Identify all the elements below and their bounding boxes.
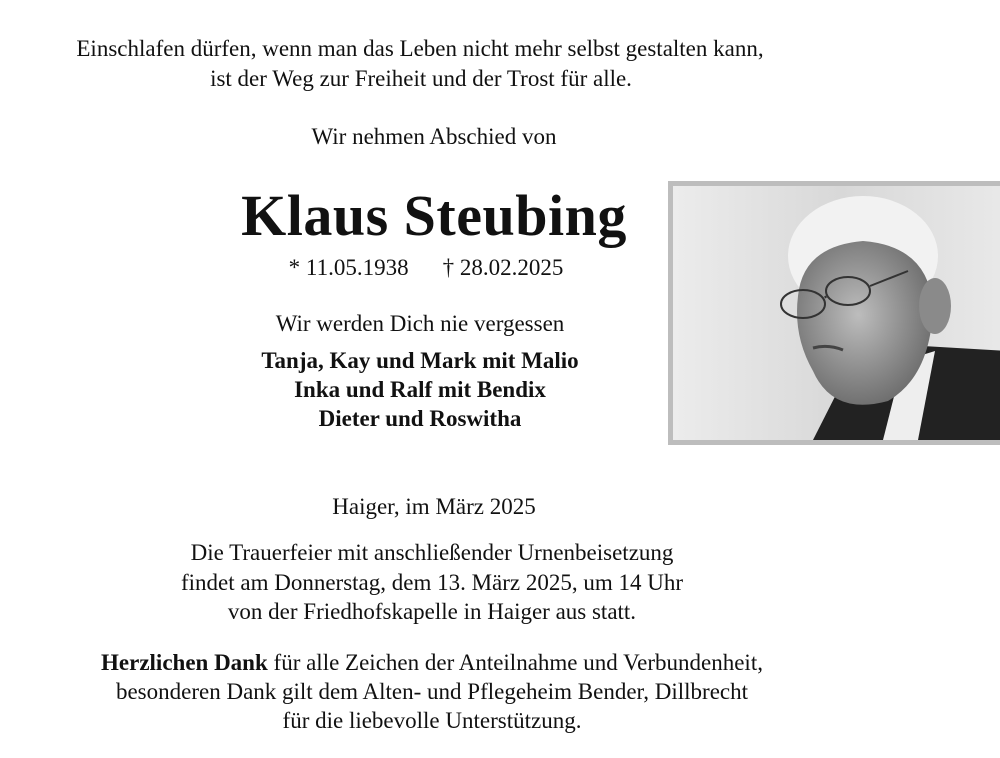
thanks-rest: für alle Zeichen der Anteilnahme und Verbundenheit, [267, 650, 763, 675]
place-date: Haiger, im März 2025 [332, 494, 536, 519]
thanks-line-2: besonderen Dank gilt dem Alten- und Pflegeheim Bender, Dillbrecht [115, 679, 749, 704]
thanks-line-3: für die liebevolle Unterstützung. [282, 708, 582, 733]
mourner-line: Tanja, Kay und Mark mit Malio [261, 348, 579, 373]
quote-line-1: Einschlafen dürfen, wenn man das Leben nicht mehr selbst gestalten kann, [76, 36, 764, 61]
ceremony-line: findet am Donnerstag, dem 13. März 2025, um 14 Uhr [180, 570, 684, 595]
quote-line-2: ist der Weg zur Freiheit und der Trost für alle. [210, 66, 632, 91]
birth-date: * 11.05.1938 [288, 255, 409, 280]
intro-text: Wir nehmen Abschied von [311, 124, 557, 149]
mourner-line: Inka und Ralf mit Bendix [294, 377, 546, 402]
death-date: † 28.02.2025 [442, 255, 564, 280]
thanks-bold: Herzlichen Dank [101, 650, 268, 675]
portrait-photo [668, 181, 1000, 445]
thanks-line-1 [32, 648, 832, 677]
deceased-name: Klaus Steubing [241, 183, 627, 248]
mourner-line: Dieter und Roswitha [318, 406, 522, 431]
ceremony-line: von der Friedhofskapelle in Haiger aus statt. [227, 599, 637, 624]
ceremony-line: Die Trauerfeier mit anschließender Urnenbeisetzung [190, 540, 674, 565]
remembrance-text: Wir werden Dich nie vergessen [275, 311, 565, 336]
